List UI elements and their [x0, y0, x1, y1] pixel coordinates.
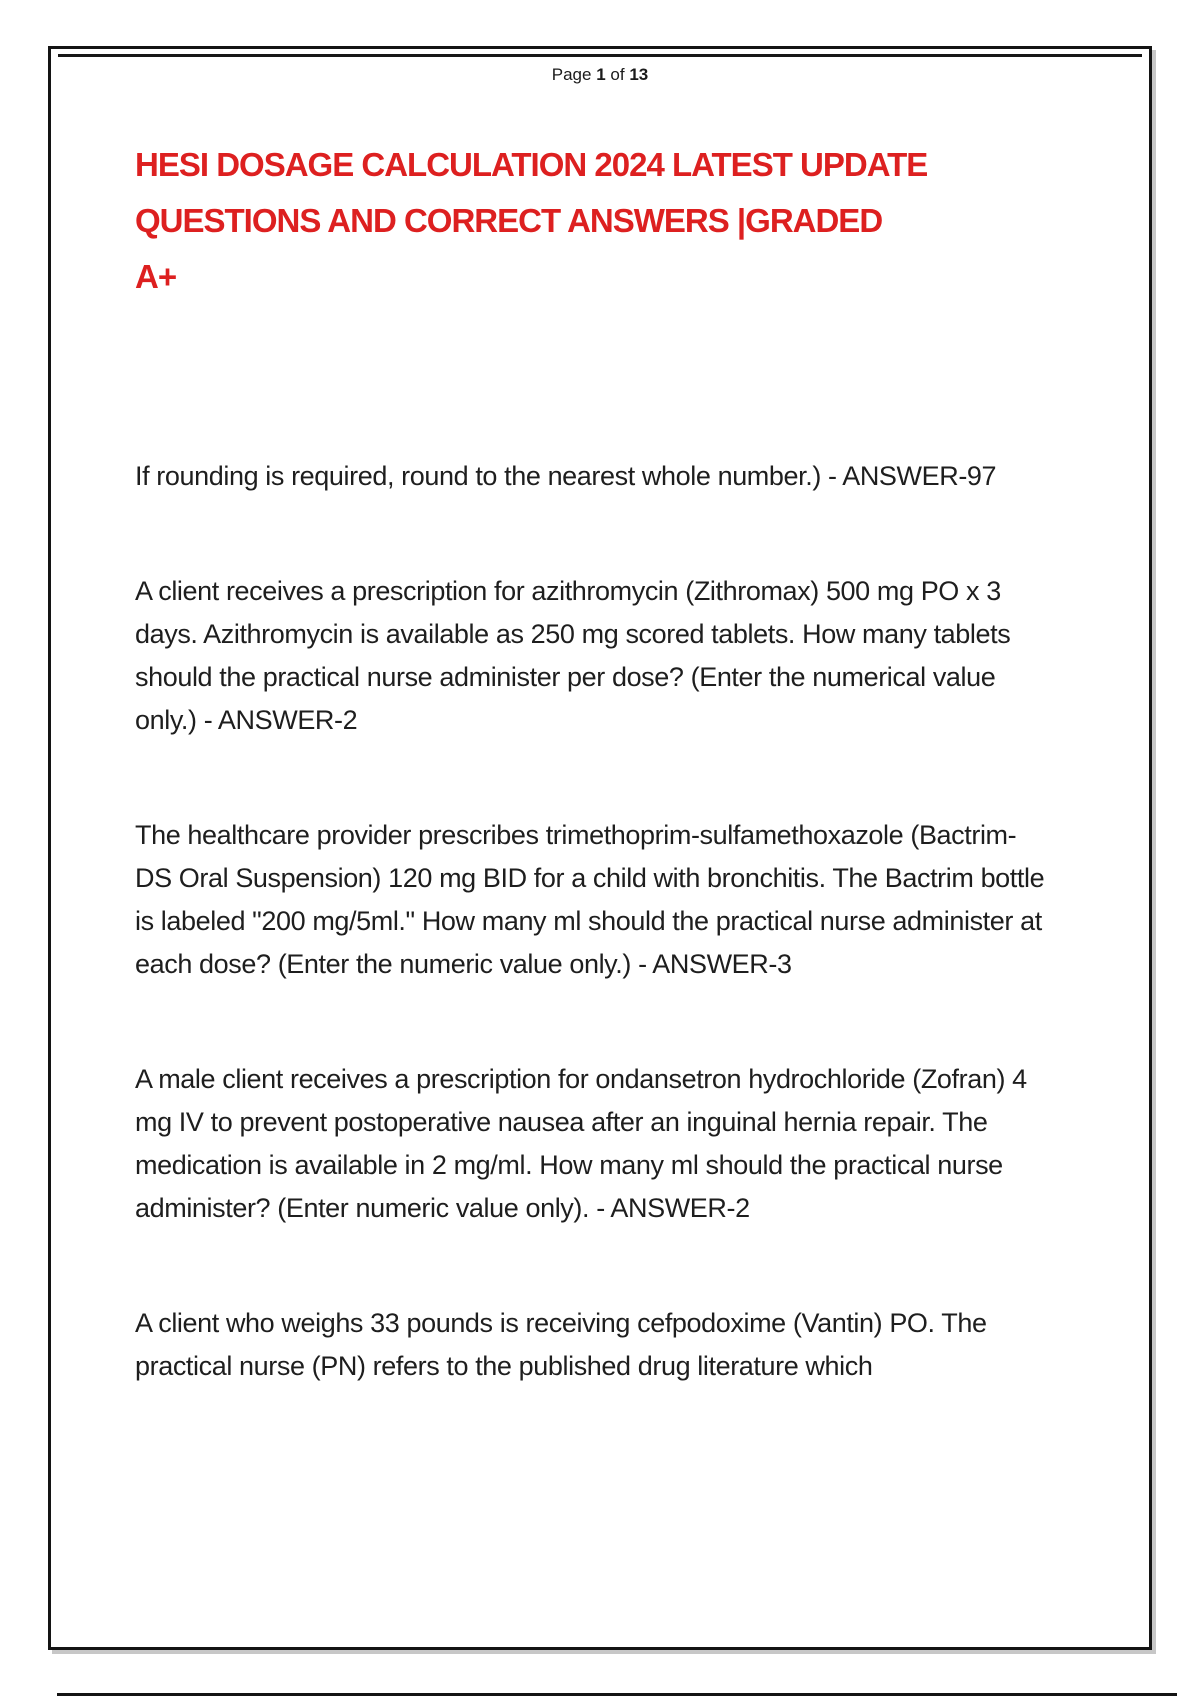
page-number-value: 1	[596, 65, 606, 84]
paragraph-4: A male client receives a prescription for ondansetron hydrochloride (Zofran) 4 mg IV to prevent postoperative nausea after an inguinal hernia repair. The medication is available in 2 mg/ml. How many ml should the practical nurse administer? (Enter numeric value only). - ANSWER-2	[135, 1064, 1027, 1223]
total-pages-value: 13	[629, 65, 649, 84]
page-label: Page	[551, 65, 592, 84]
paragraph-3: The healthcare provider prescribes trimethoprim-sulfamethoxazole (Bactrim-DS Oral Suspension) 120 mg BID for a child with bronchitis. The Bactrim bottle is labeled "200 mg/5ml." How many ml should the practical nurse administer at each dose? (Enter the numeric value only.) - ANSWER-3	[135, 820, 1045, 979]
title-line-2: QUESTIONS AND CORRECT ANSWERS |GRADED	[135, 202, 883, 239]
next-page-top-border	[57, 1693, 1177, 1696]
document-title	[135, 137, 1089, 305]
title-line-3: A+	[135, 258, 177, 295]
page-number	[51, 65, 1149, 85]
header-rule	[58, 54, 1142, 57]
page-sheet	[48, 46, 1152, 1650]
paragraph-1: If rounding is required, round to the nearest whole number.) - ANSWER-97	[135, 461, 997, 491]
paragraph-5: A client who weighs 33 pounds is receiving cefpodoxime (Vantin) PO. The practical nurse (PN) refers to the published drug literature which	[135, 1308, 987, 1381]
document-body	[135, 455, 1047, 1388]
title-line-1: HESI DOSAGE CALCULATION 2024 LATEST UPDATE	[135, 146, 928, 183]
paragraph-2: A client receives a prescription for azithromycin (Zithromax) 500 mg PO x 3 days. Azithromycin is available as 250 mg scored tablets. How many tablets should the practical nurse administer per dose? (Enter the numerical value only.) - ANSWER-2	[135, 576, 1011, 735]
of-label: of	[610, 65, 625, 84]
